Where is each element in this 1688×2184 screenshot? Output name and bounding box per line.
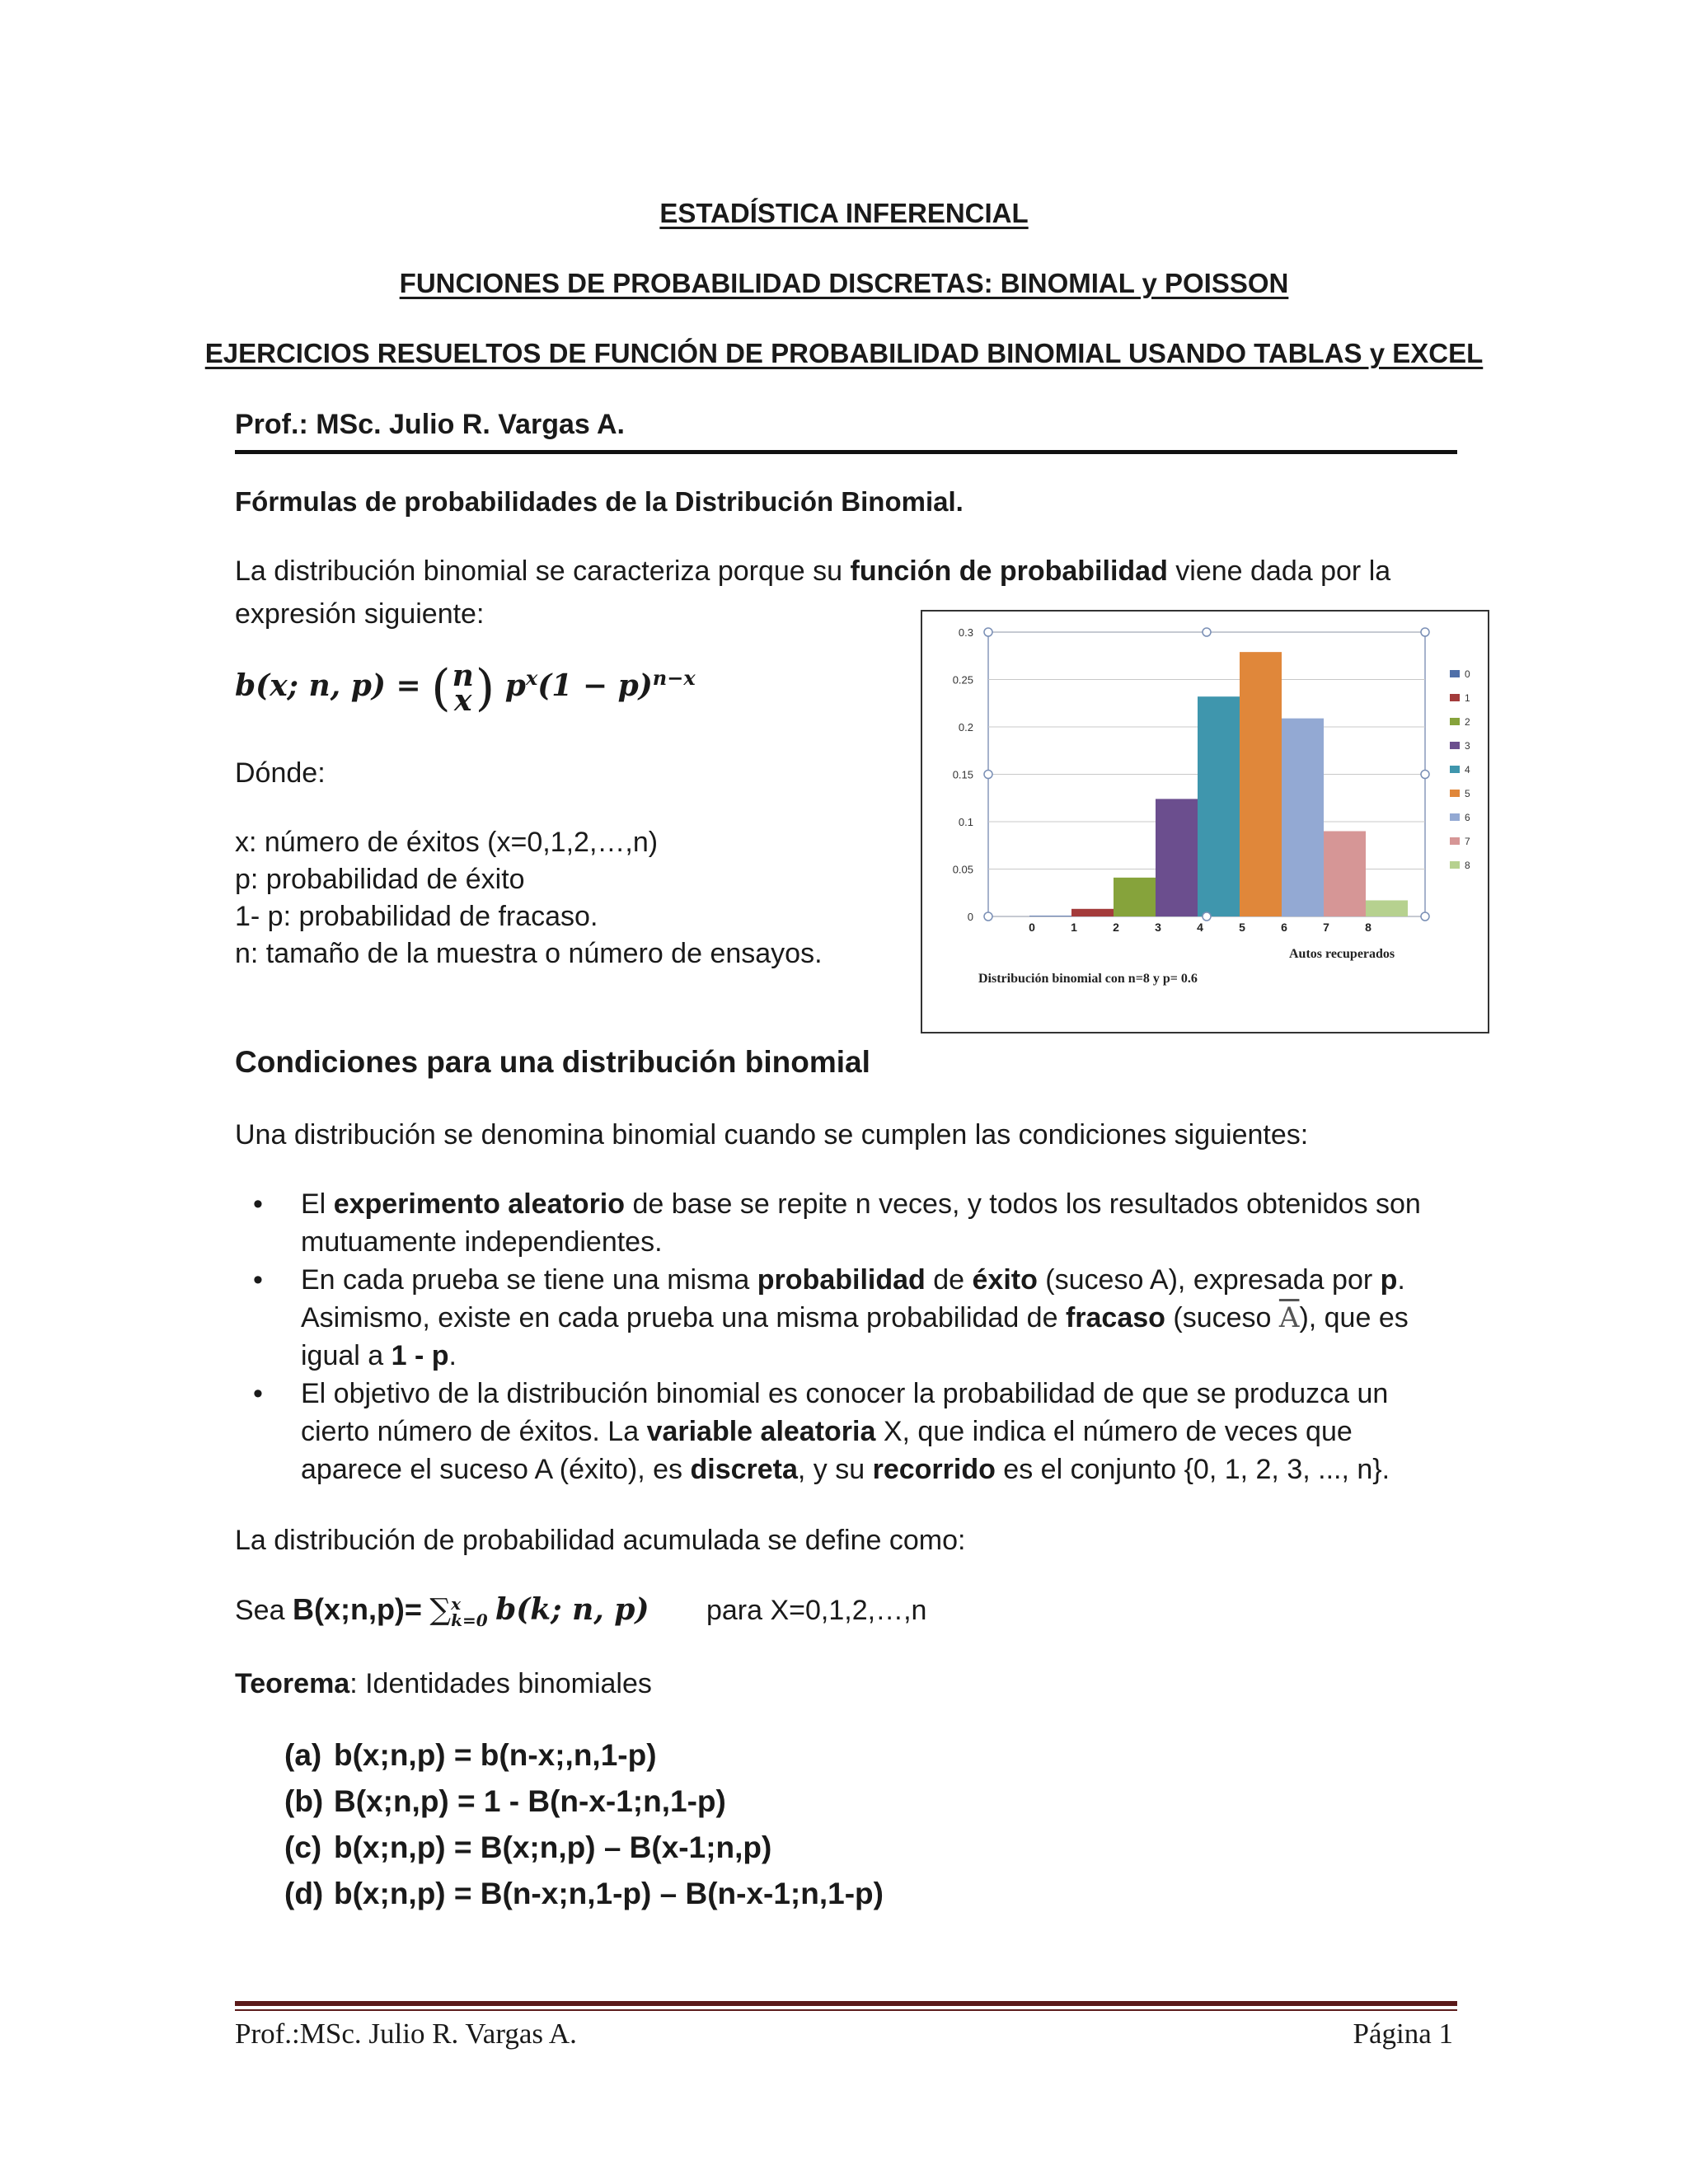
y-tick-label: 0 bbox=[967, 911, 973, 923]
y-tick-label: 0.2 bbox=[958, 721, 973, 733]
selection-handle bbox=[1203, 912, 1211, 921]
legend-swatch bbox=[1450, 718, 1460, 725]
legend-label: 3 bbox=[1465, 740, 1470, 752]
y-tick-label: 0.3 bbox=[958, 626, 973, 639]
selection-handle bbox=[1421, 628, 1429, 636]
y-tick-label: 0.1 bbox=[958, 816, 973, 828]
doc-subtitle: FUNCIONES DE PROBABILIDAD DISCRETAS: BINOMIAL y POISSON bbox=[399, 268, 1289, 298]
page-number: Página 1 bbox=[1353, 2018, 1453, 2050]
chart-caption: Distribución binomial con n=8 y p= 0.6 bbox=[978, 972, 1198, 986]
x-tick-label: 1 bbox=[1071, 921, 1077, 934]
legend-label: 2 bbox=[1465, 716, 1470, 728]
header-divider bbox=[235, 450, 1457, 454]
bar-7 bbox=[1324, 832, 1366, 917]
conditions-intro: Una distribución se denomina binomial cuando se cumplen las condiciones siguientes: bbox=[235, 1119, 1309, 1151]
x-tick-label: 6 bbox=[1281, 921, 1287, 934]
y-tick-label: 0.25 bbox=[952, 673, 973, 687]
bar-5 bbox=[1240, 652, 1282, 916]
doc-subtitle-exercises: EJERCICIOS RESUELTOS DE FUNCIÓN DE PROBABILIDAD BINOMIAL USANDO TABLAS y EXCEL bbox=[204, 338, 1484, 368]
legend-swatch bbox=[1450, 742, 1460, 749]
conditions-heading: Condiciones para una distribución binomial bbox=[235, 1045, 870, 1079]
legend-label: 5 bbox=[1465, 788, 1470, 799]
legend-label: 7 bbox=[1465, 836, 1470, 847]
x-tick-label: 5 bbox=[1239, 921, 1245, 934]
definition-n: n: tamaño de la muestra o número de ensayos. bbox=[235, 938, 823, 969]
formulas-intro-line2: expresión siguiente: bbox=[235, 598, 485, 630]
formulas-intro: La distribución binomial se caracteriza porque su función de probabilidad viene dada por la bbox=[235, 555, 1391, 587]
condition-item: • El experimento aleatorio de base se repite n veces, y todos los resultados obtenidos son mutuamente independientes. bbox=[235, 1185, 1422, 1261]
x-tick-label: 4 bbox=[1197, 921, 1203, 934]
identity-b: (b) B(x;n,p) = 1 - B(n-x-1;n,1-p) bbox=[284, 1784, 726, 1818]
identities-list bbox=[284, 1732, 884, 1917]
cumulative-intro: La distribución de probabilidad acumulada se define como: bbox=[235, 1525, 966, 1556]
binomial-formula: b(x; n, p) = ( n x ) $p^x(1 - p)^{n-x}$ bbox=[235, 658, 696, 718]
x-tick-label: 7 bbox=[1323, 921, 1329, 934]
legend-swatch bbox=[1450, 670, 1460, 677]
selection-handle bbox=[1421, 771, 1429, 779]
bar-6 bbox=[1282, 719, 1324, 916]
theorem-heading: Teorema: Identidades binomiales bbox=[235, 1668, 652, 1699]
x-tick-label: 2 bbox=[1113, 921, 1119, 934]
legend-label: 6 bbox=[1465, 812, 1470, 823]
condition-item: • En cada prueba se tiene una misma probabilidad de éxito (suceso A), expresada por p. Asimismo, existe en cada prueba una misma probabilidad de fracaso (suceso $\overline{A}$), que es igual a 1 - p. bbox=[235, 1261, 1422, 1375]
definitions-list bbox=[235, 824, 823, 972]
legend-label: 0 bbox=[1465, 668, 1470, 680]
cumulative-formula: Sea B(x;n,p)= ∑ x k=0 b(k; n, p) para X=0,1,2,…,n bbox=[235, 1592, 927, 1631]
legend-label: 4 bbox=[1465, 764, 1470, 776]
doc-title: ESTADÍSTICA INFERENCIAL bbox=[659, 198, 1029, 228]
legend-swatch bbox=[1450, 694, 1460, 701]
footer-author: Prof.:MSc. Julio R. Vargas A. bbox=[235, 2018, 577, 2050]
definition-x: x: número de éxitos (x=0,1,2,…,n) bbox=[235, 827, 659, 858]
selection-handle bbox=[984, 912, 992, 921]
footer-divider bbox=[235, 2001, 1457, 2006]
x-axis-label: Autos recuperados bbox=[1289, 947, 1395, 961]
legend-swatch bbox=[1450, 766, 1460, 773]
professor-name: Prof.: MSc. Julio R. Vargas A. bbox=[235, 409, 625, 440]
bar-2 bbox=[1114, 878, 1156, 916]
chart-svg bbox=[922, 612, 1488, 1032]
bar-1 bbox=[1071, 909, 1114, 916]
binomial-chart bbox=[921, 610, 1489, 1033]
legend-label: 8 bbox=[1465, 860, 1470, 871]
x-tick-label: 0 bbox=[1029, 921, 1035, 934]
legend-swatch bbox=[1450, 813, 1460, 821]
legend-swatch bbox=[1450, 790, 1460, 797]
formulas-heading: Fórmulas de probabilidades de la Distribución Binomial. bbox=[235, 486, 964, 517]
donde-label: Dónde: bbox=[235, 757, 326, 789]
selection-handle bbox=[1203, 628, 1211, 636]
bar-4 bbox=[1198, 696, 1240, 916]
y-tick-label: 0.05 bbox=[952, 863, 973, 876]
definition-p: p: probabilidad de éxito bbox=[235, 864, 525, 895]
legend-label: 1 bbox=[1465, 692, 1470, 704]
identity-a: (a) b(x;n,p) = b(n-x;,n,1-p) bbox=[284, 1738, 657, 1772]
legend-swatch bbox=[1450, 837, 1460, 845]
y-tick-label: 0.15 bbox=[952, 768, 973, 781]
identity-d: (d) b(x;n,p) = B(n-x;n,1-p) – B(n-x-1;n,1-p) bbox=[284, 1877, 884, 1910]
x-tick-label: 3 bbox=[1155, 921, 1161, 934]
a-complement-symbol: $\overline{A}$ bbox=[1278, 1301, 1300, 1334]
bar-3 bbox=[1156, 799, 1198, 916]
legend-swatch bbox=[1450, 861, 1460, 869]
identity-c: (c) b(x;n,p) = B(x;n,p) – B(x-1;n,p) bbox=[284, 1830, 772, 1864]
selection-handle bbox=[984, 771, 992, 779]
selection-handle bbox=[1421, 912, 1429, 921]
bar-8 bbox=[1366, 900, 1408, 916]
conditions-list bbox=[235, 1185, 1422, 1488]
definition-q: 1- p: probabilidad de fracaso. bbox=[235, 901, 598, 932]
condition-item: • El objetivo de la distribución binomial es conocer la probabilidad de que se produzca un cierto número de éxitos. La variable aleatoria X, que indica el número de veces que aparece el suceso A (éxito), es discreta, y su recorrido es el conjunto {0, 1, 2, 3, ..., n}. bbox=[235, 1375, 1422, 1488]
selection-handle bbox=[984, 628, 992, 636]
footer-divider-thin bbox=[235, 2009, 1457, 2011]
x-tick-label: 8 bbox=[1365, 921, 1372, 934]
